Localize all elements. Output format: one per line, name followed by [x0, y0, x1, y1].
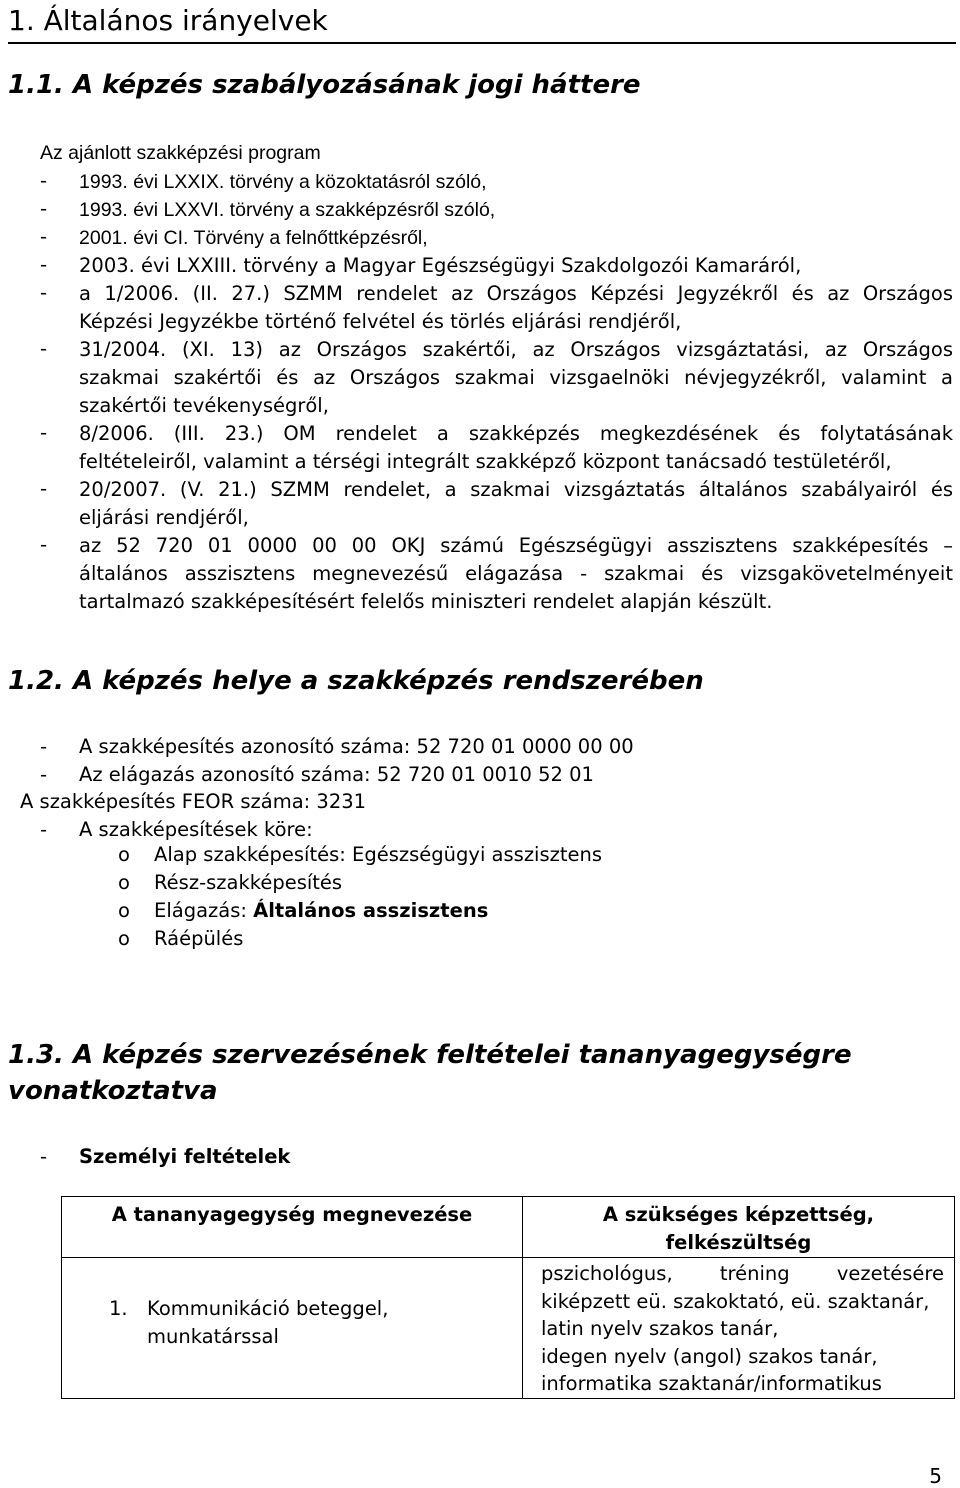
personal-conditions-label: Személyi feltételek	[79, 1145, 291, 1168]
list-dash: -	[40, 1145, 48, 1168]
branch-id-line: Az elágazás azonosító száma: 52 720 01 0010 52 01	[79, 763, 594, 786]
branch-value: Általános asszisztens	[253, 899, 489, 922]
unit-name-line: Kommunikáció beteggel,	[147, 1296, 389, 1320]
section-1-3-title-line1: 1.3. A képzés szervezésének feltételei tananyagegységre	[8, 1040, 852, 1070]
section-1-1-title: 1.1. A képzés szabályozásának jogi háttere	[8, 70, 641, 100]
legal-basis-item	[79, 252, 953, 280]
list-dash: -	[40, 337, 48, 360]
legal-basis-item	[79, 336, 953, 420]
legal-basis-line: eljárási rendjéről,	[79, 506, 249, 529]
section-1-2-title: 1.2. A képzés helye a szakképzés rendszerében	[8, 666, 704, 696]
requirement-line: idegen nyelv (angol) szakos tanár,	[541, 1344, 878, 1368]
unit-name-line: munkatárssal	[147, 1324, 279, 1348]
legal-basis-line: szakértői tevékenységről,	[79, 394, 329, 417]
qualification-scope-line: A szakképesítések köre:	[79, 818, 313, 841]
legal-basis-line: feltételeiről, valamint a térségi integrált szakképző központ tanácsadó testületéről,	[79, 450, 892, 473]
requirement-line: informatika szaktanár/informatikus	[541, 1372, 882, 1395]
requirement-line: kiképzett eü. szakoktató, eü. szaktanár,	[541, 1289, 930, 1313]
intro-text: Az ajánlott szakképzési program	[40, 142, 321, 164]
legal-basis-item	[79, 224, 953, 252]
legal-basis-line: 2001. évi CI. Törvény a felnőttképzésről,	[79, 227, 428, 249]
feor-line: A szakképesítés FEOR száma: 3231	[20, 790, 367, 813]
legal-basis-item	[79, 532, 953, 616]
list-dash: -	[40, 253, 48, 276]
legal-basis-line: Képzési Jegyzékbe történő felvétel és törlés eljárási rendjéről,	[79, 310, 682, 333]
legal-basis-item	[79, 280, 953, 336]
sub-item-branch	[154, 899, 488, 922]
unit-name-cell	[62, 1258, 523, 1399]
bullet: o	[118, 927, 130, 950]
legal-basis-line: szakmai szakértői és az Országos szakmai vizsgaelnöki névjegyzékről, valamint a	[79, 366, 953, 389]
legal-basis-line: 8/2006. (III. 23.) OM rendelet a szakképzés megkezdésének és folytatásának	[79, 422, 953, 445]
list-dash: -	[40, 533, 48, 556]
bullet: o	[118, 899, 130, 922]
legal-basis-line: tartalmazó szakképesítésért felelős miniszteri rendelet alapján készült.	[79, 590, 773, 613]
list-dash: -	[40, 477, 48, 500]
header-text: A tananyagegység megnevezése	[111, 1203, 473, 1226]
row-number: 1.	[109, 1296, 128, 1320]
legal-basis-line: 2003. évi LXXIII. törvény a Magyar Egészségügyi Szakdolgozói Kamaráról,	[79, 254, 802, 277]
requirements-table	[61, 1196, 955, 1399]
legal-basis-line: 1993. évi LXXVI. törvény a szakképzésről szóló,	[79, 199, 496, 221]
list-dash: -	[40, 197, 48, 220]
requirements-lines	[541, 1260, 944, 1398]
legal-basis-line: az 52 720 01 0000 00 00 OKJ számú Egészségügyi asszisztens szakképesítés –	[79, 534, 953, 557]
legal-basis-line: 31/2004. (XI. 13) az Országos szakértői, az Országos vizsgáztatási, az Országos	[79, 338, 953, 361]
legal-basis-line: 1993. évi LXXIX. törvény a közoktatásról szóló,	[79, 171, 487, 193]
legal-basis-item	[79, 476, 953, 532]
chapter-title-rule	[8, 42, 956, 44]
sub-item-partial: Rész-szakképesítés	[154, 871, 343, 894]
requirements-cell	[523, 1258, 955, 1399]
list-dash: -	[40, 169, 48, 192]
bullet: o	[118, 843, 130, 866]
table-header-unit	[62, 1197, 523, 1258]
legal-basis-item	[79, 168, 953, 196]
section-1-3-title-line2: vonatkoztatva	[8, 1076, 218, 1106]
legal-basis-item	[79, 196, 953, 224]
list-dash: -	[40, 281, 48, 304]
page-number: 5	[929, 1464, 942, 1488]
requirement-line: latin nyelv szakos tanár,	[541, 1317, 779, 1340]
legal-basis-line: 20/2007. (V. 21.) SZMM rendelet, a szakmai vizsgáztatás általános szabályairól és	[79, 478, 953, 501]
table-header-qualification	[523, 1197, 955, 1258]
chapter-title: 1. Általános irányelvek	[8, 4, 328, 37]
legal-basis-item	[79, 420, 953, 476]
qualification-id-line: A szakképesítés azonosító száma: 52 720 01 0000 00 00	[79, 735, 634, 758]
bullet: o	[118, 871, 130, 894]
list-dash: -	[40, 735, 48, 758]
requirement-line: pszichológus, tréning vezetésére	[541, 1262, 944, 1285]
header-text: A szükséges képzettség,	[602, 1203, 875, 1226]
legal-basis-line: a 1/2006. (II. 27.) SZMM rendelet az Országos Képzési Jegyzékről és az Országos	[79, 282, 953, 305]
list-dash: -	[40, 225, 48, 248]
list-dash: -	[40, 763, 48, 786]
branch-label: Elágazás:	[154, 899, 254, 922]
list-dash: -	[40, 421, 48, 444]
table-row	[62, 1258, 955, 1399]
header-text: felkészültség	[665, 1231, 812, 1254]
sub-item-extension: Ráépülés	[154, 927, 244, 950]
list-dash: -	[40, 818, 48, 841]
sub-item-basic: Alap szakképesítés: Egészségügyi asszisztens	[154, 843, 603, 866]
legal-basis-line: általános asszisztens megnevezésű elágazása - szakmai és vizsgakövetelményeit	[79, 562, 953, 585]
